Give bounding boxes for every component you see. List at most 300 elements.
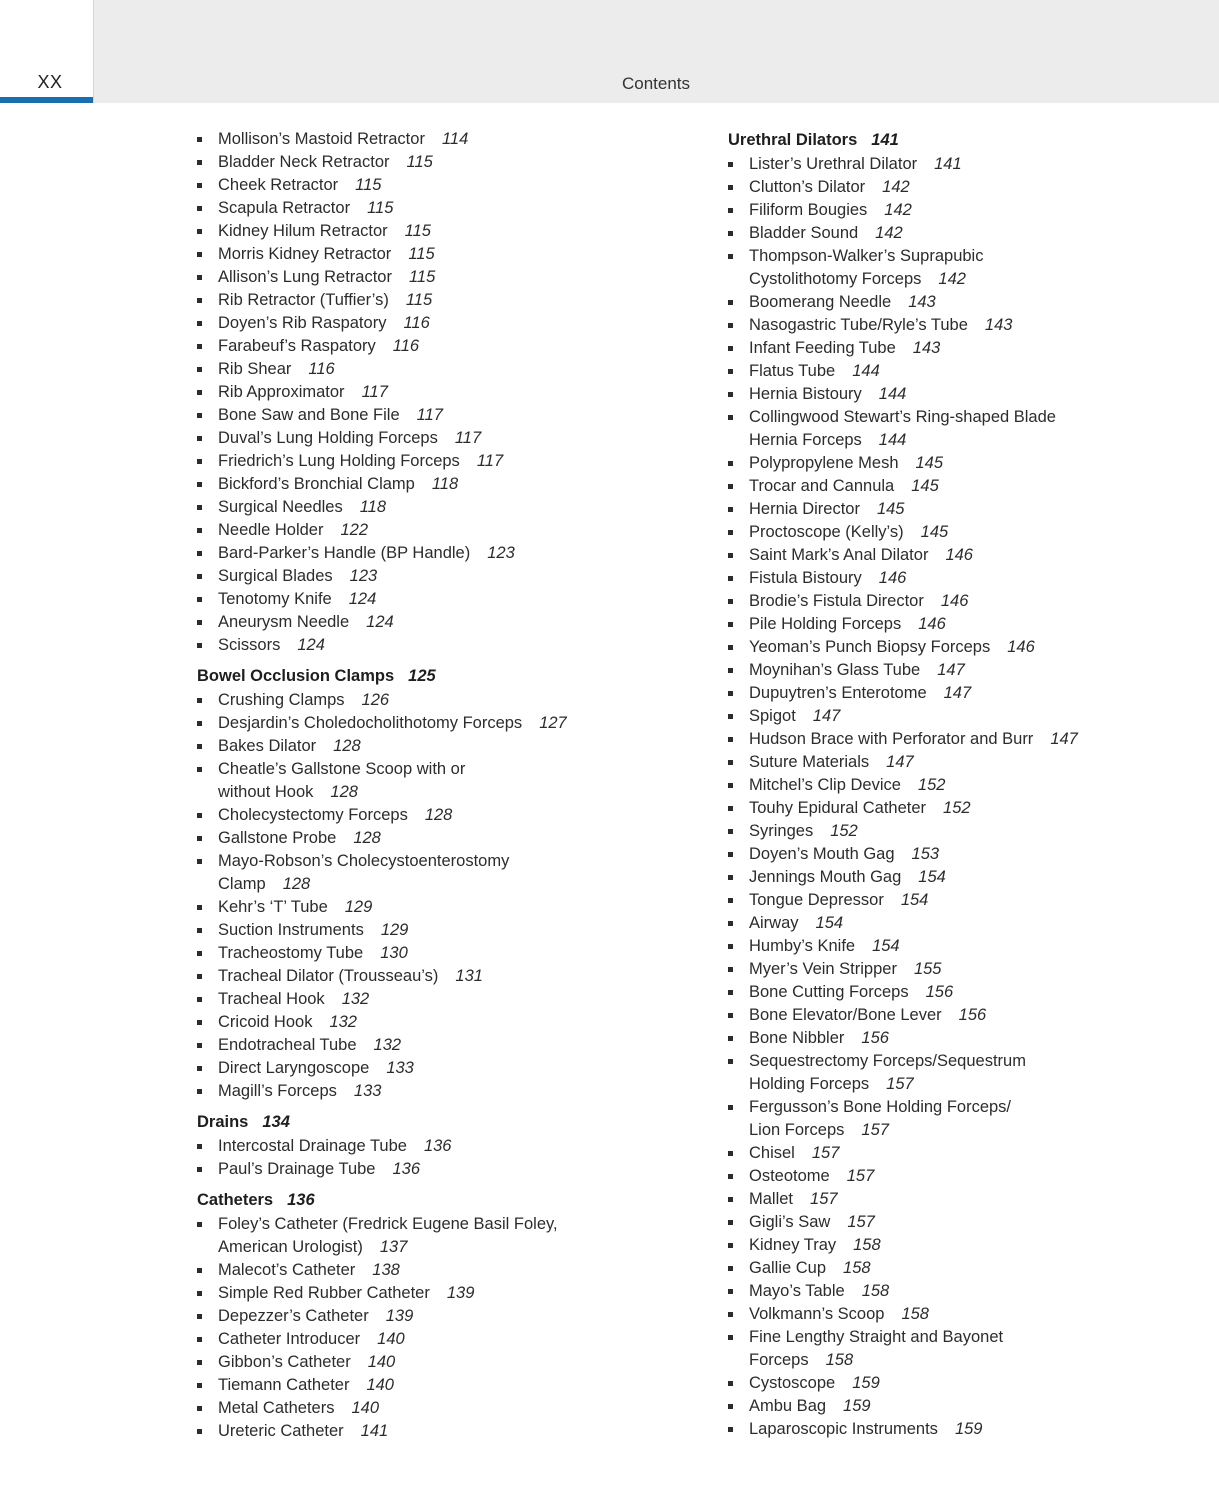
entry-page-number: 123 (349, 567, 378, 585)
entry-title-line: Endotracheal Tube (218, 1036, 357, 1054)
toc-entry[interactable] (728, 153, 1208, 176)
entry-title-line: Mitchel’s Clip Device (749, 776, 901, 794)
toc-entry[interactable] (197, 335, 667, 358)
entry-title-line: Kidney Tray (749, 1236, 837, 1254)
toc-entry[interactable] (728, 1234, 1208, 1257)
entry-page-number: 144 (878, 431, 907, 449)
bullet-icon (197, 413, 202, 418)
entry-page-number: 142 (938, 270, 966, 288)
bullet-icon (728, 645, 733, 650)
toc-entry[interactable] (197, 128, 667, 151)
bullet-icon (197, 905, 202, 910)
entry-page-number: 138 (372, 1261, 400, 1279)
toc-entry[interactable] (728, 981, 1208, 1004)
entry-title-line: Allison’s Lung Retractor (218, 268, 392, 286)
toc-entry[interactable] (197, 1213, 667, 1259)
toc-entry[interactable] (728, 912, 1208, 935)
entry-title-line: Lion Forceps (749, 1121, 845, 1139)
bullet-icon (197, 997, 202, 1002)
bullet-icon (728, 1381, 733, 1386)
entry-page-number: 128 (424, 806, 453, 824)
entry-title-line: Jennings Mouth Gag (749, 868, 902, 886)
entry-page-number: 147 (943, 684, 972, 702)
bullet-icon (197, 436, 202, 441)
toc-entry[interactable] (197, 151, 667, 174)
bullet-icon (197, 137, 202, 142)
entry-title-line: Filiform Bougies (749, 201, 868, 219)
entry-title-line: Tracheostomy Tube (218, 944, 364, 962)
entry-title-line: Bone Elevator/Bone Lever (749, 1006, 942, 1024)
entry-title-line: Fine Lengthy Straight and Bayonet (749, 1328, 1004, 1346)
bullet-icon (728, 1427, 733, 1432)
bullet-icon (197, 551, 202, 556)
bullet-icon (197, 183, 202, 188)
entry-page-number: 152 (917, 776, 946, 794)
toc-entry[interactable] (197, 220, 667, 243)
entry-title-line: Suture Materials (749, 753, 870, 771)
entry-page-number: 139 (385, 1307, 414, 1325)
toc-entry[interactable] (728, 245, 1208, 291)
entry-title-line: Collingwood Stewart’s Ring-shaped Blade (749, 408, 1056, 426)
toc-entry[interactable] (197, 197, 667, 220)
toc-entry[interactable] (197, 1259, 667, 1282)
entry-page-number: 141 (934, 155, 962, 173)
toc-entry[interactable] (197, 1351, 667, 1374)
entry-title-line: Infant Feeding Tube (749, 339, 896, 357)
bullet-icon (728, 208, 733, 213)
bullet-icon (728, 599, 733, 604)
entry-page-number: 132 (341, 990, 370, 1008)
entry-page-number: 146 (940, 592, 969, 610)
bullet-icon (728, 1036, 733, 1041)
entry-page-number: 142 (884, 201, 912, 219)
entry-title-line: American Urologist) (218, 1238, 363, 1256)
toc-entry[interactable] (728, 498, 1208, 521)
toc-entry[interactable] (728, 406, 1208, 452)
entry-title-line: Gigli’s Saw (749, 1213, 831, 1231)
bullet-icon (197, 367, 202, 372)
toc-entry[interactable] (197, 266, 667, 289)
toc-entry[interactable] (197, 588, 667, 611)
bullet-icon (728, 300, 733, 305)
toc-entry[interactable] (728, 1165, 1208, 1188)
toc-entry[interactable] (728, 1418, 1208, 1441)
toc-entry[interactable] (728, 475, 1208, 498)
toc-entry[interactable] (197, 1011, 667, 1034)
entry-title-line: Brodie’s Fistula Director (749, 592, 924, 610)
bullet-icon (197, 698, 202, 703)
entry-page-number: 157 (886, 1075, 914, 1093)
entry-title-line: Touhy Epidural Catheter (749, 799, 927, 817)
entry-page-number: 123 (487, 544, 515, 562)
entry-title-line: Nasogastric Tube/Ryle’s Tube (749, 316, 968, 334)
bullet-icon (728, 1404, 733, 1409)
entry-title-line: Mayo’s Table (749, 1282, 845, 1300)
toc-entry[interactable] (197, 312, 667, 335)
entry-page-number: 156 (958, 1006, 987, 1024)
entry-title-line: Tenotomy Knife (218, 590, 332, 608)
toc-entry[interactable] (197, 827, 667, 850)
entry-title-line: Bone Nibbler (749, 1029, 845, 1047)
bullet-icon (197, 344, 202, 349)
toc-entry[interactable] (728, 682, 1208, 705)
entry-title-line: Needle Holder (218, 521, 324, 539)
toc-entry[interactable] (728, 1188, 1208, 1211)
entry-page-number: 131 (455, 967, 483, 985)
toc-entry[interactable] (728, 521, 1208, 544)
entry-page-number: 157 (846, 1167, 875, 1185)
entry-title-line: Flatus Tube (749, 362, 836, 380)
entry-title-line: Spigot (749, 707, 796, 725)
entry-page-number: 116 (403, 314, 430, 332)
entry-page-number: 147 (1050, 730, 1078, 748)
bullet-icon (728, 967, 733, 972)
toc-entry[interactable] (197, 611, 667, 634)
toc-entry[interactable] (197, 942, 667, 965)
toc-entry[interactable] (197, 689, 667, 712)
toc-entry[interactable] (728, 1257, 1208, 1280)
toc-entry[interactable] (197, 1135, 667, 1158)
bullet-icon (197, 836, 202, 841)
toc-entry[interactable] (197, 1420, 667, 1443)
toc-entry[interactable] (197, 1057, 667, 1080)
toc-entry[interactable] (728, 452, 1208, 475)
toc-entry[interactable] (728, 751, 1208, 774)
bullet-icon (728, 622, 733, 627)
bullet-icon (197, 160, 202, 165)
entry-page-number: 114 (441, 130, 469, 148)
entry-page-number: 146 (945, 546, 973, 564)
entry-page-number: 136 (392, 1160, 420, 1178)
entry-title-line: Boomerang Needle (749, 293, 892, 311)
bullet-icon (197, 1337, 202, 1342)
entry-title-line: Scissors (218, 636, 281, 654)
toc-entry[interactable] (728, 820, 1208, 843)
bullet-icon (197, 813, 202, 818)
bullet-icon (728, 553, 733, 558)
entry-page-number: 115 (405, 291, 433, 309)
entry-title-line: Moynihan’s Glass Tube (749, 661, 921, 679)
bullet-icon (197, 229, 202, 234)
toc-entry[interactable] (728, 567, 1208, 590)
toc-entry[interactable] (197, 450, 667, 473)
entry-title-line: Sequestrectomy Forceps/Sequestrum (749, 1052, 1026, 1070)
entry-page-number: 154 (815, 914, 844, 932)
toc-entry[interactable] (197, 174, 667, 197)
entry-title-line: Polypropylene Mesh (749, 454, 899, 472)
entry-title-line: Mayo-Robson’s Cholecystoenterostomy (218, 852, 510, 870)
bullet-icon (728, 1266, 733, 1271)
section-heading[interactable] (728, 128, 1208, 153)
entry-title-line: Doyen’s Rib Raspatory (218, 314, 387, 332)
toc-entry[interactable] (728, 613, 1208, 636)
toc-entry[interactable] (728, 797, 1208, 820)
section-heading[interactable] (197, 1110, 667, 1135)
toc-entry[interactable] (728, 1372, 1208, 1395)
toc-entry[interactable] (728, 1027, 1208, 1050)
toc-entry[interactable] (728, 636, 1208, 659)
toc-entry[interactable] (728, 935, 1208, 958)
entry-title-line: Cholecystectomy Forceps (218, 806, 408, 824)
bullet-icon (197, 767, 202, 772)
entry-title-line: Clamp (218, 875, 266, 893)
entry-title-line: Bladder Sound (749, 224, 859, 242)
bullet-icon (197, 390, 202, 395)
toc-entry[interactable] (197, 427, 667, 450)
toc-entry[interactable] (197, 1374, 667, 1397)
entry-page-number: 136 (423, 1137, 452, 1155)
entry-title-line: Syringes (749, 822, 814, 840)
toc-entry[interactable] (197, 1328, 667, 1351)
section-heading[interactable] (197, 664, 667, 689)
toc-entry[interactable] (197, 988, 667, 1011)
entry-page-number: 118 (431, 475, 459, 493)
section-heading[interactable] (197, 1188, 667, 1213)
entry-page-number: 159 (852, 1374, 880, 1392)
entry-title-line: Scapula Retractor (218, 199, 351, 217)
toc-entry[interactable] (728, 1096, 1208, 1142)
entry-title-line: Myer’s Vein Stripper (749, 960, 897, 978)
bullet-icon (728, 507, 733, 512)
entry-page-number: 157 (811, 1144, 840, 1162)
entry-page-number: 143 (912, 339, 941, 357)
bullet-icon (197, 1089, 202, 1094)
bullet-icon (197, 298, 202, 303)
entry-page-number: 146 (918, 615, 946, 633)
entry-title-line: Yeoman’s Punch Biopsy Forceps (749, 638, 991, 656)
toc-entry[interactable] (197, 1158, 667, 1181)
toc-entry[interactable] (197, 634, 667, 657)
bullet-icon (197, 252, 202, 257)
entry-title-line: Osteotome (749, 1167, 830, 1185)
entry-page-number: 133 (353, 1082, 382, 1100)
bullet-icon (728, 1289, 733, 1294)
toc-entry[interactable] (197, 565, 667, 588)
toc-entry[interactable] (728, 176, 1208, 199)
entry-page-number: 116 (392, 337, 420, 355)
entry-page-number: 117 (476, 452, 504, 470)
toc-entry[interactable] (728, 889, 1208, 912)
toc-entry[interactable] (728, 1142, 1208, 1165)
section-page-number: 136 (287, 1191, 315, 1209)
toc-entry[interactable] (197, 243, 667, 266)
toc-entry[interactable] (197, 1305, 667, 1328)
page-number-accent-bar (0, 97, 93, 103)
entry-title-line: Lister’s Urethral Dilator (749, 155, 918, 173)
contents-left-column (197, 128, 667, 1443)
entry-page-number: 126 (361, 691, 390, 709)
toc-entry[interactable] (728, 659, 1208, 682)
entry-title-line: Crushing Clamps (218, 691, 345, 709)
entry-title-line: Bakes Dilator (218, 737, 317, 755)
toc-entry[interactable] (728, 199, 1208, 222)
toc-entry[interactable] (197, 519, 667, 542)
entry-page-number: 115 (408, 268, 436, 286)
bullet-icon (197, 1043, 202, 1048)
entry-page-number: 143 (908, 293, 936, 311)
toc-entry[interactable] (728, 291, 1208, 314)
toc-entry[interactable] (197, 289, 667, 312)
bullet-icon (197, 206, 202, 211)
bullet-icon (197, 459, 202, 464)
bullet-icon (728, 530, 733, 535)
toc-entry[interactable] (197, 381, 667, 404)
entry-page-number: 147 (886, 753, 914, 771)
bullet-icon (728, 760, 733, 765)
entry-title-line: Cystoscope (749, 1374, 836, 1392)
entry-page-number: 139 (446, 1284, 475, 1302)
toc-entry[interactable] (197, 896, 667, 919)
entry-title-line: Laparoscopic Instruments (749, 1420, 938, 1438)
bullet-icon (197, 528, 202, 533)
toc-entry[interactable] (728, 337, 1208, 360)
entry-title-line: Rib Shear (218, 360, 292, 378)
bullet-icon (728, 369, 733, 374)
bullet-icon (728, 1243, 733, 1248)
toc-entry[interactable] (728, 958, 1208, 981)
toc-entry[interactable] (728, 843, 1208, 866)
bullet-icon (197, 1429, 202, 1434)
bullet-icon (728, 1335, 733, 1340)
bullet-icon (728, 1312, 733, 1317)
entry-page-number: 145 (876, 500, 905, 518)
bullet-icon (728, 415, 733, 420)
toc-entry[interactable] (197, 1397, 667, 1420)
toc-entry[interactable] (197, 1034, 667, 1057)
toc-entry[interactable] (197, 758, 667, 804)
entry-title-line: Bickford’s Bronchial Clamp (218, 475, 415, 493)
entry-page-number: 159 (843, 1397, 871, 1415)
entry-title-line: Fergusson’s Bone Holding Forceps/ (749, 1098, 1012, 1116)
entry-title-line: Doyen’s Mouth Gag (749, 845, 895, 863)
toc-entry[interactable] (197, 542, 667, 565)
entry-page-number: 154 (872, 937, 900, 955)
entry-page-number: 158 (901, 1305, 929, 1323)
entry-page-number: 140 (367, 1353, 396, 1371)
toc-entry[interactable] (197, 496, 667, 519)
entry-page-number: 147 (812, 707, 841, 725)
section-page-number: 125 (408, 667, 436, 685)
entry-title-line: Cheatle’s Gallstone Scoop with or (218, 760, 466, 778)
entry-page-number: 122 (340, 521, 369, 539)
toc-entry[interactable] (197, 735, 667, 758)
bullet-icon (728, 461, 733, 466)
entry-page-number: 132 (329, 1013, 357, 1031)
entry-title-line: Simple Red Rubber Catheter (218, 1284, 430, 1302)
bullet-icon (728, 1059, 733, 1064)
entry-page-number: 117 (361, 383, 388, 401)
bullet-icon (728, 714, 733, 719)
toc-entry[interactable] (197, 919, 667, 942)
toc-entry[interactable] (728, 1326, 1208, 1372)
toc-entry[interactable] (728, 544, 1208, 567)
entry-page-number: 144 (878, 385, 907, 403)
bullet-icon (197, 1383, 202, 1388)
entry-page-number: 146 (1007, 638, 1035, 656)
bullet-icon (728, 668, 733, 673)
bullet-icon (197, 275, 202, 280)
toc-entry[interactable] (728, 1280, 1208, 1303)
bullet-icon (728, 254, 733, 259)
entry-page-number: 130 (380, 944, 408, 962)
entry-title-line: Cricoid Hook (218, 1013, 313, 1031)
entry-page-number: 147 (937, 661, 965, 679)
toc-entry[interactable] (728, 728, 1208, 751)
toc-entry[interactable] (197, 804, 667, 827)
toc-entry[interactable] (197, 1282, 667, 1305)
entry-page-number: 146 (878, 569, 907, 587)
entry-page-number: 156 (861, 1029, 889, 1047)
bullet-icon (728, 185, 733, 190)
toc-entry[interactable] (197, 358, 667, 381)
toc-entry[interactable] (728, 1395, 1208, 1418)
entry-page-number: 144 (852, 362, 880, 380)
entry-title-line: Thompson-Walker’s Suprapubic (749, 247, 984, 265)
entry-title-line: Fistula Bistoury (749, 569, 862, 587)
toc-entry[interactable] (728, 590, 1208, 613)
entry-title-line: Intercostal Drainage Tube (218, 1137, 407, 1155)
toc-entry[interactable] (728, 222, 1208, 245)
bullet-icon (728, 1220, 733, 1225)
bullet-icon (197, 1167, 202, 1172)
toc-entry[interactable] (728, 774, 1208, 797)
bullet-icon (728, 829, 733, 834)
bullet-icon (197, 1020, 202, 1025)
toc-entry[interactable] (197, 712, 667, 735)
toc-entry[interactable] (728, 866, 1208, 889)
entry-title-line: Surgical Blades (218, 567, 333, 585)
section-title: Bowel Occlusion Clamps (197, 667, 395, 685)
toc-entry[interactable] (728, 314, 1208, 337)
toc-entry[interactable] (728, 705, 1208, 728)
bullet-icon (197, 974, 202, 979)
entry-title-line: Friedrich’s Lung Holding Forceps (218, 452, 460, 470)
entry-page-number: 115 (404, 222, 431, 240)
entry-title-line: Tracheal Hook (218, 990, 325, 1008)
toc-entry[interactable] (728, 1004, 1208, 1027)
toc-entry[interactable] (197, 473, 667, 496)
bullet-icon (197, 1291, 202, 1296)
toc-entry[interactable] (197, 404, 667, 427)
toc-entry[interactable] (728, 1211, 1208, 1234)
bullet-icon (728, 323, 733, 328)
bullet-icon (197, 744, 202, 749)
toc-entry[interactable] (728, 1303, 1208, 1326)
bullet-icon (728, 737, 733, 742)
toc-entry[interactable] (197, 850, 667, 896)
entry-title-line: Desjardin’s Choledocholithotomy Forceps (218, 714, 523, 732)
section-title: Catheters (197, 1191, 274, 1209)
bullet-icon (197, 574, 202, 579)
entry-title-line: Metal Catheters (218, 1399, 335, 1417)
bullet-icon (197, 482, 202, 487)
entry-title-line: Cheek Retractor (218, 176, 339, 194)
toc-entry[interactable] (728, 383, 1208, 406)
entry-page-number: 115 (406, 153, 433, 171)
toc-entry[interactable] (728, 360, 1208, 383)
toc-entry[interactable] (197, 965, 667, 988)
entry-title-line: Catheter Introducer (218, 1330, 361, 1348)
entry-page-number: 117 (416, 406, 443, 424)
entry-title-line: Gibbon’s Catheter (218, 1353, 351, 1371)
bullet-icon (728, 921, 733, 926)
entry-title-line: Dupuytren’s Enterotome (749, 684, 927, 702)
toc-entry[interactable] (197, 1080, 667, 1103)
entry-page-number: 137 (379, 1238, 408, 1256)
toc-entry[interactable] (728, 1050, 1208, 1096)
entry-title-line: Rib Approximator (218, 383, 345, 401)
bullet-icon (197, 859, 202, 864)
